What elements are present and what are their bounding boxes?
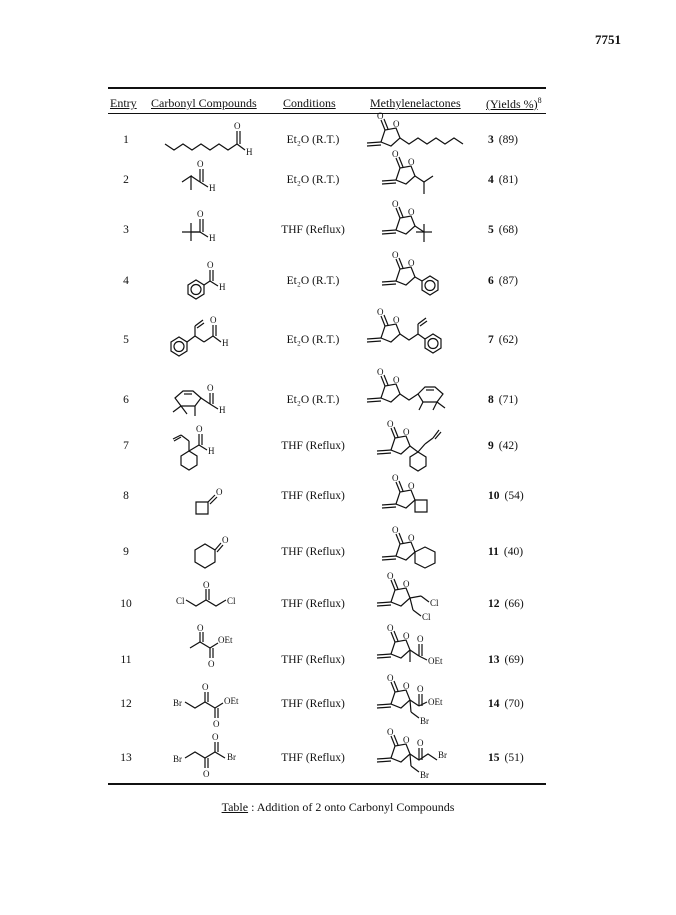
svg-text:OEt: OEt <box>428 697 443 707</box>
svg-text:O: O <box>212 732 219 742</box>
yield-value: (42) <box>498 440 518 452</box>
entry-number: 10 <box>120 598 132 610</box>
yield-value: (54) <box>504 490 524 502</box>
header-yields-text: (Yields %) <box>486 97 538 111</box>
yield-value: (40) <box>503 546 524 558</box>
svg-text:O: O <box>408 258 415 268</box>
svg-text:Br: Br <box>438 750 447 760</box>
svg-text:H: H <box>209 183 216 193</box>
conditions: THF (Reflux) <box>281 698 345 710</box>
carbonyl-structure <box>188 486 228 526</box>
caption-text: : Addition of 2 onto Carbonyl Compounds <box>248 800 455 814</box>
product-structure <box>378 150 468 202</box>
compound-number: 9 <box>488 440 494 452</box>
svg-text:O: O <box>403 579 410 589</box>
conditions: Et₂O (R.T.) <box>286 174 340 186</box>
svg-text:O: O <box>403 427 410 437</box>
svg-text:O: O <box>207 260 214 270</box>
svg-text:O: O <box>417 684 424 694</box>
svg-text:O: O <box>208 659 215 669</box>
svg-text:H: H <box>219 405 226 415</box>
conditions: THF (Reflux) <box>281 654 345 666</box>
svg-text:Br: Br <box>227 752 236 762</box>
svg-text:O: O <box>392 149 399 159</box>
yield-value: (62) <box>498 334 518 346</box>
conditions: Et₂O (R.T.) <box>286 275 340 287</box>
svg-text:O: O <box>387 571 394 581</box>
conditions: Et₂O (R.T.) <box>286 394 340 406</box>
svg-text:O: O <box>417 634 424 644</box>
svg-text:H: H <box>246 147 253 157</box>
svg-text:O: O <box>392 473 399 483</box>
product-structure <box>373 419 473 484</box>
svg-text:O: O <box>392 199 399 209</box>
carbonyl-structure <box>163 314 253 364</box>
conditions: THF (Reflux) <box>281 752 345 764</box>
svg-text:O: O <box>392 250 399 260</box>
svg-text:O: O <box>216 487 223 497</box>
compound-number: 3 <box>488 134 494 146</box>
yield-value: (51) <box>504 752 524 764</box>
svg-text:O: O <box>393 315 400 325</box>
yield-value: (68) <box>498 224 518 236</box>
conditions: THF (Reflux) <box>281 598 345 610</box>
yield-value: (69) <box>504 654 524 666</box>
svg-text:OEt: OEt <box>428 656 443 666</box>
svg-text:O: O <box>408 207 415 217</box>
yield <box>488 134 518 146</box>
svg-text:O: O <box>387 419 394 429</box>
svg-text:O: O <box>234 121 241 131</box>
svg-text:H: H <box>208 446 215 456</box>
table-top-rule <box>108 87 546 89</box>
yield-value: (87) <box>498 275 518 287</box>
product-structure <box>363 304 473 368</box>
svg-text:O: O <box>408 481 415 491</box>
conditions: THF (Reflux) <box>281 546 345 558</box>
svg-text:Br: Br <box>173 754 182 764</box>
compound-number: 14 <box>488 698 500 710</box>
carbonyl-structure <box>163 374 253 424</box>
entry-number: 12 <box>120 698 132 710</box>
yield <box>488 174 518 186</box>
table-row <box>108 199 546 252</box>
table-row <box>108 419 546 476</box>
conditions: Et₂O (R.T.) <box>286 134 340 146</box>
yield <box>488 275 518 287</box>
table-row <box>108 525 546 586</box>
yield <box>488 334 518 346</box>
svg-text:Br: Br <box>173 698 182 708</box>
header-methylenelactones: Methylenelactones <box>370 96 461 110</box>
product-structure <box>378 251 468 311</box>
svg-text:O: O <box>392 525 399 535</box>
svg-text:O: O <box>377 307 384 317</box>
table-header-rule <box>108 113 546 114</box>
header-yields <box>486 96 542 112</box>
svg-text:O: O <box>393 119 400 129</box>
carbonyl-structure <box>178 160 238 200</box>
svg-text:O: O <box>377 367 384 377</box>
table-bottom-rule <box>108 783 546 785</box>
header-conditions: Conditions <box>283 96 336 110</box>
table-row <box>108 149 546 202</box>
yield <box>488 654 524 666</box>
svg-text:O: O <box>222 535 229 545</box>
product-structure <box>378 200 468 252</box>
product-structure <box>373 728 483 784</box>
svg-text:O: O <box>387 623 394 633</box>
table-row <box>108 473 546 530</box>
yield-value: (71) <box>498 394 518 406</box>
entry-number: 8 <box>123 490 129 502</box>
yield <box>488 394 518 406</box>
svg-text:O: O <box>403 631 410 641</box>
entry-number: 7 <box>123 440 129 452</box>
svg-text:O: O <box>377 111 384 121</box>
entry-number: 1 <box>123 134 129 146</box>
carbonyl-structure <box>163 424 253 482</box>
yield <box>488 440 518 452</box>
compound-number: 10 <box>488 490 500 502</box>
table-row <box>108 307 546 362</box>
compound-number: 15 <box>488 752 500 764</box>
entry-number: 5 <box>123 334 129 346</box>
svg-text:Cl: Cl <box>430 598 439 608</box>
table-row <box>108 727 546 792</box>
caption-label: Table <box>221 800 249 814</box>
yield <box>488 698 524 710</box>
compound-number: 6 <box>488 275 494 287</box>
svg-text:O: O <box>387 673 394 683</box>
svg-text:O: O <box>417 738 424 748</box>
svg-text:O: O <box>203 769 210 779</box>
carbonyl-structure <box>163 122 263 158</box>
svg-text:O: O <box>403 681 410 691</box>
svg-text:H: H <box>222 338 229 348</box>
entry-number: 4 <box>123 275 129 287</box>
entry-number: 6 <box>123 394 129 406</box>
conditions: THF (Reflux) <box>281 490 345 502</box>
compound-number: 8 <box>488 394 494 406</box>
svg-text:O: O <box>210 315 217 325</box>
yield <box>488 598 524 610</box>
svg-text:O: O <box>408 157 415 167</box>
svg-text:OEt: OEt <box>218 635 233 645</box>
compound-number: 5 <box>488 224 494 236</box>
yield-value: (70) <box>504 698 524 710</box>
svg-text:O: O <box>213 719 220 729</box>
conditions: Et₂O (R.T.) <box>286 334 340 346</box>
svg-text:O: O <box>393 375 400 385</box>
svg-text:O: O <box>196 424 203 434</box>
svg-text:Br: Br <box>420 716 429 726</box>
carbonyl-structure <box>173 732 268 782</box>
compound-number: 13 <box>488 654 500 666</box>
product-structure <box>373 674 483 734</box>
svg-text:H: H <box>219 282 226 292</box>
header-yields-ref: 8 <box>537 96 542 105</box>
svg-text:O: O <box>202 682 209 692</box>
svg-text:Br: Br <box>420 770 429 780</box>
carbonyl-structure <box>173 680 258 728</box>
svg-text:O: O <box>203 580 210 590</box>
yield <box>488 490 524 502</box>
yield-value: (81) <box>498 174 518 186</box>
yield-value: (66) <box>504 598 524 610</box>
svg-text:H: H <box>209 233 216 243</box>
table-caption <box>0 800 676 815</box>
carbonyl-structure <box>183 530 233 576</box>
carbonyl-structure <box>178 210 238 250</box>
svg-text:Cl: Cl <box>422 612 431 622</box>
compound-number: 7 <box>488 334 494 346</box>
table-row <box>108 250 546 303</box>
entry-number: 2 <box>123 174 129 186</box>
carbonyl-structure <box>178 261 238 305</box>
svg-text:O: O <box>197 159 204 169</box>
conditions: THF (Reflux) <box>281 224 345 236</box>
product-structure <box>363 368 478 426</box>
svg-text:O: O <box>387 727 394 737</box>
svg-text:O: O <box>207 383 214 393</box>
header-entry: Entry <box>110 96 137 110</box>
page-number: 7751 <box>595 32 621 47</box>
entry-number: 9 <box>123 546 129 558</box>
yield-value: (89) <box>498 134 518 146</box>
carbonyl-structure <box>186 623 256 672</box>
entry-number: 11 <box>120 654 132 666</box>
compound-number: 4 <box>488 174 494 186</box>
svg-text:O: O <box>197 623 204 633</box>
yield <box>488 546 523 558</box>
svg-text:O: O <box>403 735 410 745</box>
table-row <box>108 111 546 162</box>
conditions: THF (Reflux) <box>281 440 345 452</box>
svg-text:O: O <box>197 209 204 219</box>
entry-number: 13 <box>120 752 132 764</box>
yield <box>488 224 518 236</box>
product-structure <box>378 473 468 530</box>
entry-number: 3 <box>123 224 129 236</box>
compound-number: 12 <box>488 598 500 610</box>
svg-text:O: O <box>408 533 415 543</box>
svg-text:OEt: OEt <box>224 696 239 706</box>
table-row <box>108 367 546 422</box>
svg-text:Cl: Cl <box>227 596 236 606</box>
compound-number: 11 <box>488 546 499 558</box>
header-carbonyl-compounds: Carbonyl Compounds <box>151 96 257 110</box>
yield <box>488 752 524 764</box>
svg-text:Cl: Cl <box>176 596 185 606</box>
carbonyl-structure <box>176 580 256 620</box>
